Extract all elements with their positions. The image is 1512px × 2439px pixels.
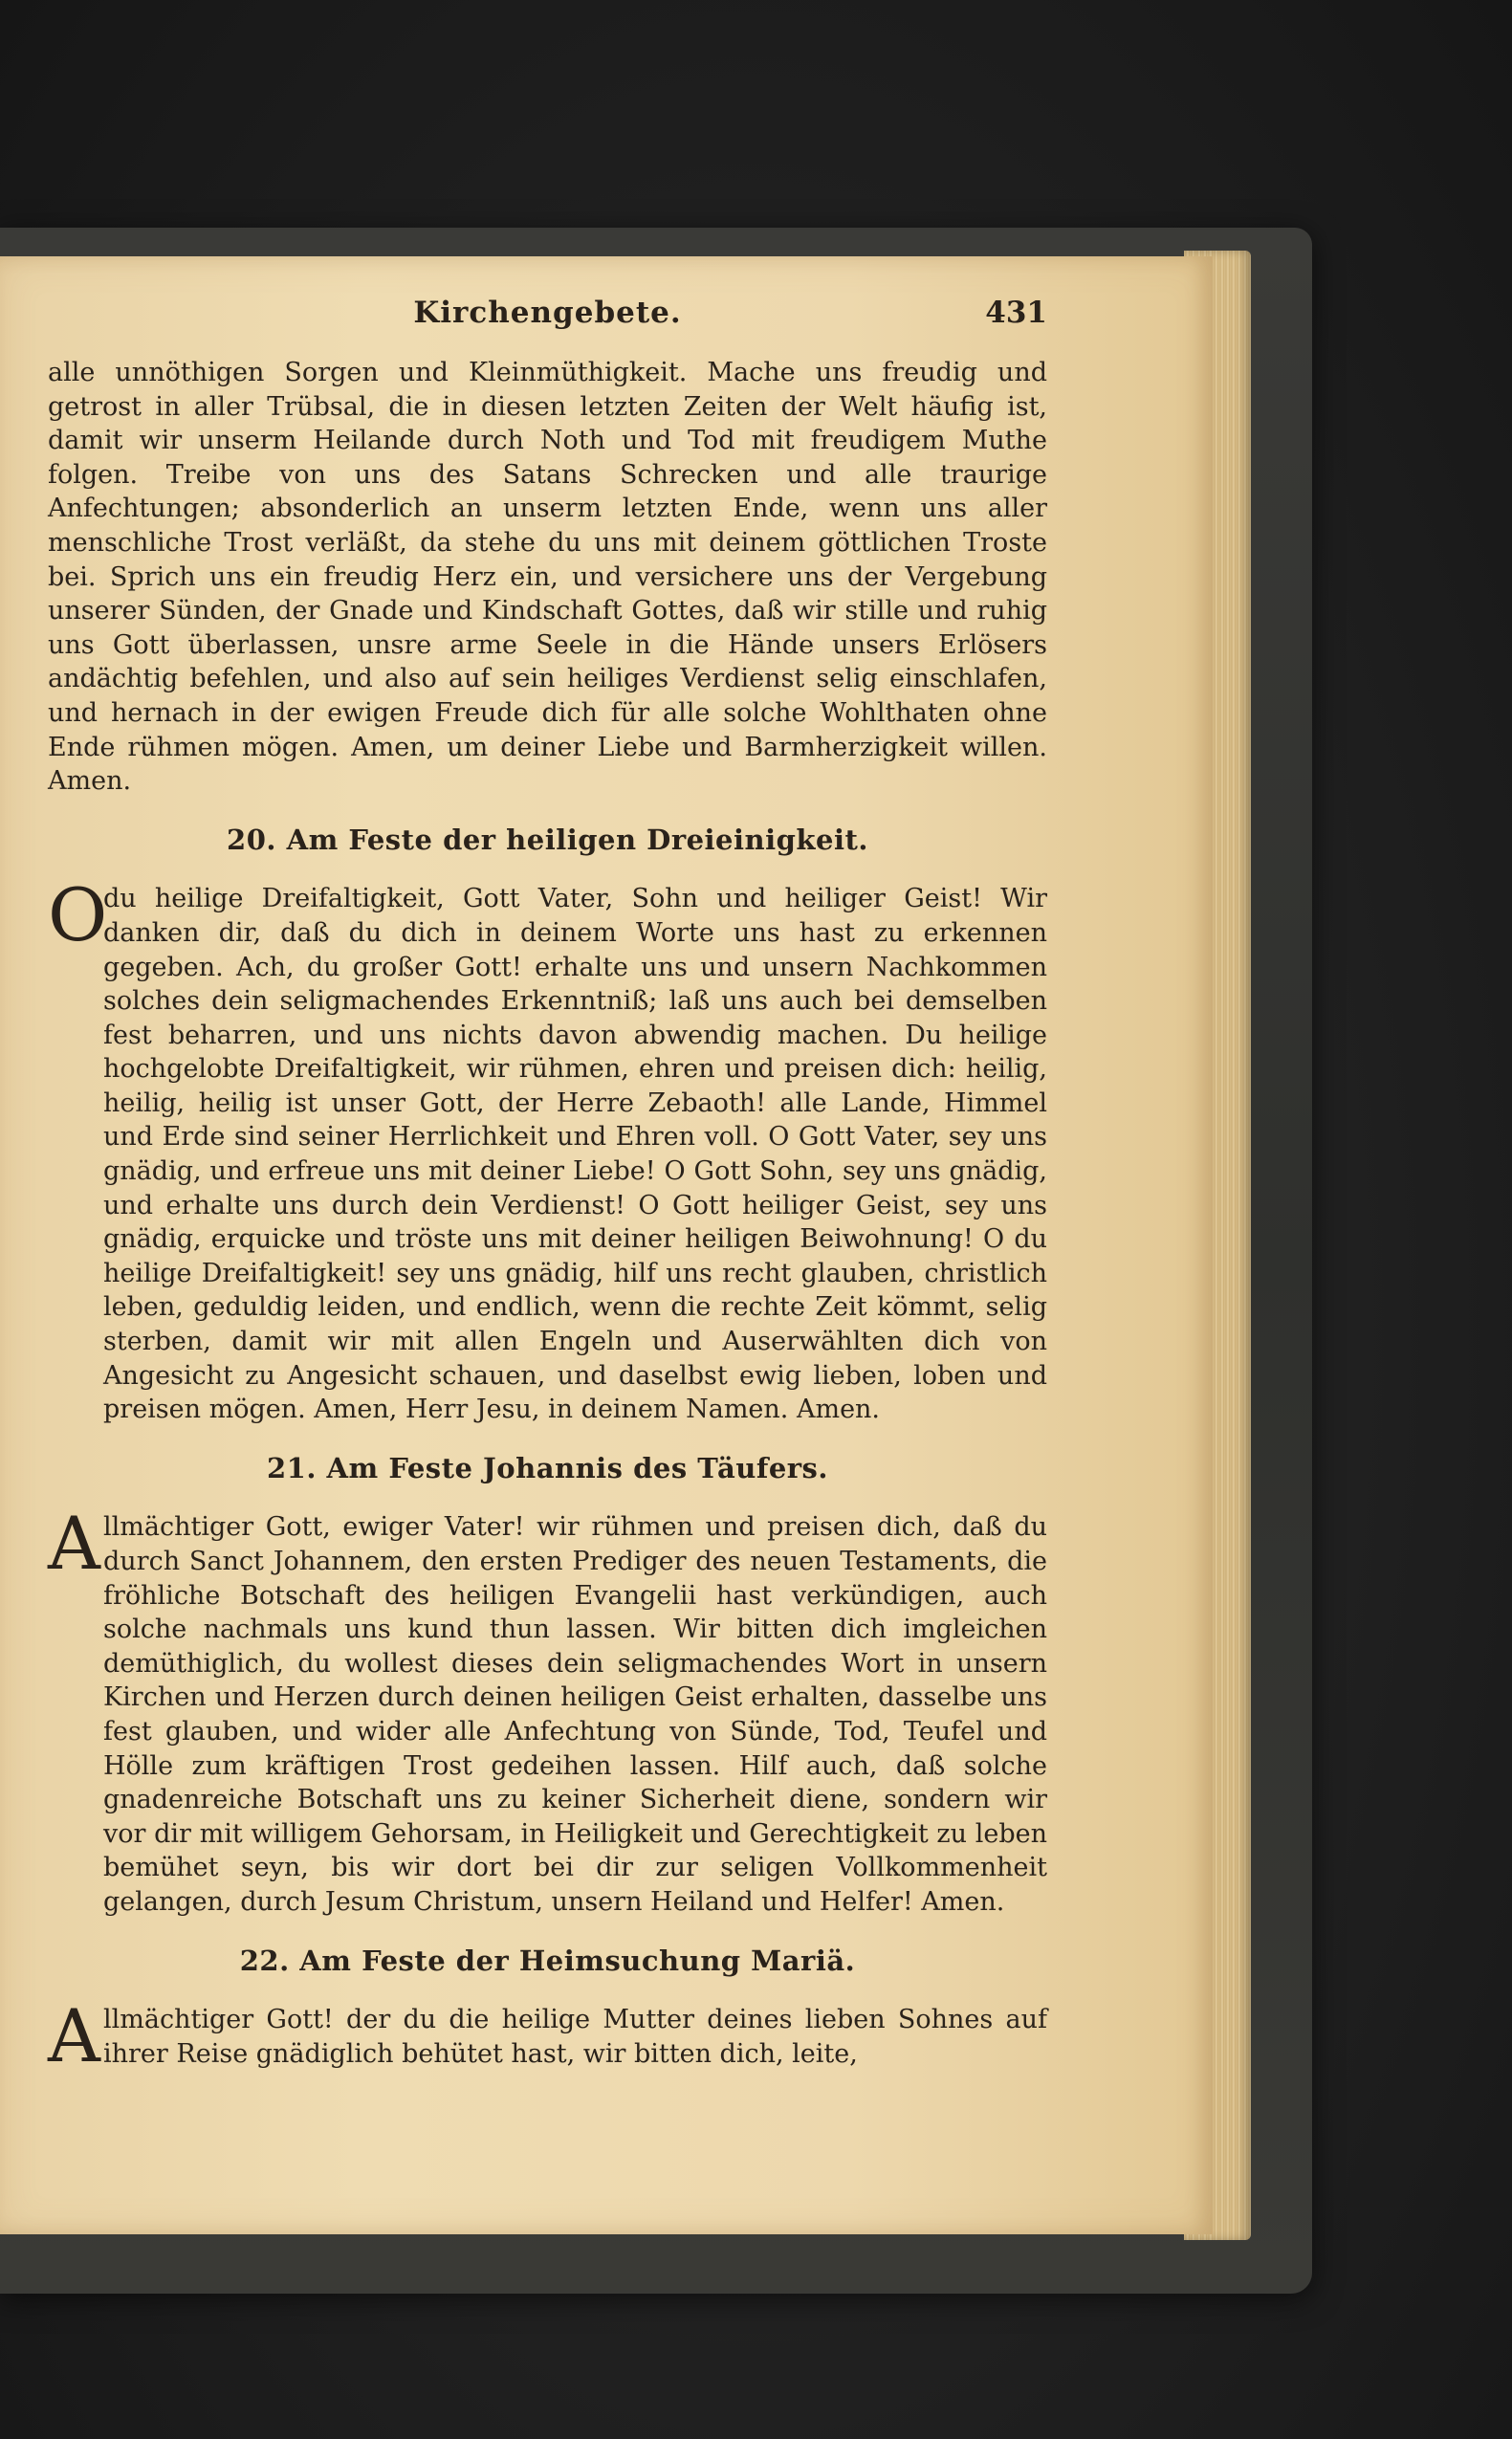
page-header	[48, 297, 1047, 356]
prayer-text: du heilige Dreifaltigkeit, Gott Vater, Sohn und heiliger Geist! Wir danken dir, daß du dich in deinem Worte uns hast zu erkennen gegeben. Ach, du großer Gott! erhalte uns und unsern Nachkommen solches dein seligmachendes Erkenntniß; laß uns auch bei demselben fest beharren, und uns nichts davon abwendig machen. Du heilige hochgelobte Dreifaltigkeit, wir rühmen, ehren und preisen dich: heilig, heilig, heilig ist unser Gott, der Herre Zebaoth! alle Lande, Himmel und Erde sind seiner Herrlichkeit und Ehren voll. O Gott Vater, sey uns gnädig, und erfreue uns mit deiner Liebe! O Gott Sohn, sey uns gnädig, und erhalte uns durch dein Verdienst! O Gott heiliger Geist, sey uns gnädig, erquicke und tröste uns mit deiner heiligen Beiwohnung! O du heilige Dreifaltigkeit! sey uns gnädig, hilf uns recht glauben, christlich leben, geduldig leiden, und endlich, wenn die rechte Zeit kömmt, selig sterben, damit wir mit allen Engeln und Auserwählten dich von Angesicht zu Angesicht schauen, und daselbst ewig lieben, loben und preisen mögen. Amen, Herr Jesu, in deinem Namen. Amen.	[103, 884, 1047, 1425]
prayer-heimsuchung	[48, 1993, 1047, 2079]
paragraph-continued: alle unnöthigen Sorgen und Kleinmüthigkeit. Mache uns freudig und getrost in aller Trübsal, die in diesen letzten Zeiten der Welt häufig ist, damit wir unserm Heilande durch Noth und Tod mit freudigem Muthe folgen. Treibe von uns des Satans Schrecken und alle traurige Anfechtungen; absonderlich an unserm letzten Ende, wenn uns aller menschliche Trost verläßt, da stehe du uns mit deinem göttlichen Troste bei. Sprich uns ein freudig Herz ein, und versichere uns der Vergebung unserer Sünden, der Gnade und Kindschaft Gottes, daß wir stille und ruhig uns Gott überlassen, unsre arme Seele in die Hände unsers Erlösers andächtig befehlen, und also auf sein heiliges Verdienst selig einschlafen, und hernach in der ewigen Freude dich für alle solche Wohlthaten ohne Ende rühmen mögen. Amen, um deiner Liebe und Barmherzigkeit willen. Amen.	[48, 358, 1047, 797]
section-title-22: 22. Am Feste der Heimsuchung Mariä.	[239, 1944, 856, 1977]
section-title-20: 20. Am Feste der heiligen Dreieinigkeit.	[227, 823, 868, 856]
section-title-21: 21. Am Feste Johannis des Täufers.	[267, 1451, 828, 1484]
prayer-johannis	[48, 1501, 1047, 1919]
dropcap-letter: O	[48, 872, 108, 958]
dropcap-letter: A	[48, 1993, 100, 2079]
dropcap-letter: A	[48, 1501, 100, 1587]
page-number: 431	[985, 296, 1047, 330]
prayer-text: llmächtiger Gott, ewiger Vater! wir rühmen und preisen dich, daß du durch Sanct Johannem, den ersten Prediger des neuen Testaments, die fröhliche Botschaft des heiligen Evangelii hast verkündigen, auch solche nachmals uns kund thun lassen. Wir bitten dich imgleichen demüthiglich, du wollest dieses dein seligmachendes Wort in unsern Kirchen und Herzen durch deinen heiligen Geist erhalten, dasselbe uns fest glauben, und wider alle Anfechtung von Sünde, Tod, Teufel und Hölle zum kräftigen Trost gedeihen lassen. Hilf auch, daß solche gnadenreiche Botschaft uns zu keiner Sicherheit diene, sondern wir vor dir mit willigem Gehorsam, in Heiligkeit und Gerechtigkeit zu leben bemühet seyn, bis wir dort bei dir zur seligen Vollkommenheit gelangen, durch Jesum Christum, unsern Heiland und Helfer! Amen.	[103, 1512, 1047, 1917]
prayer-dreieinigkeit	[48, 872, 1047, 1427]
page-text	[48, 296, 1047, 2079]
running-title: Kirchengebete.	[413, 296, 682, 330]
prayer-text: llmächtiger Gott! der du die heilige Mutter deines lieben Sohnes auf ihrer Reise gnädiglich behütet hast, wir bitten dich, leite,	[103, 2005, 1047, 2069]
